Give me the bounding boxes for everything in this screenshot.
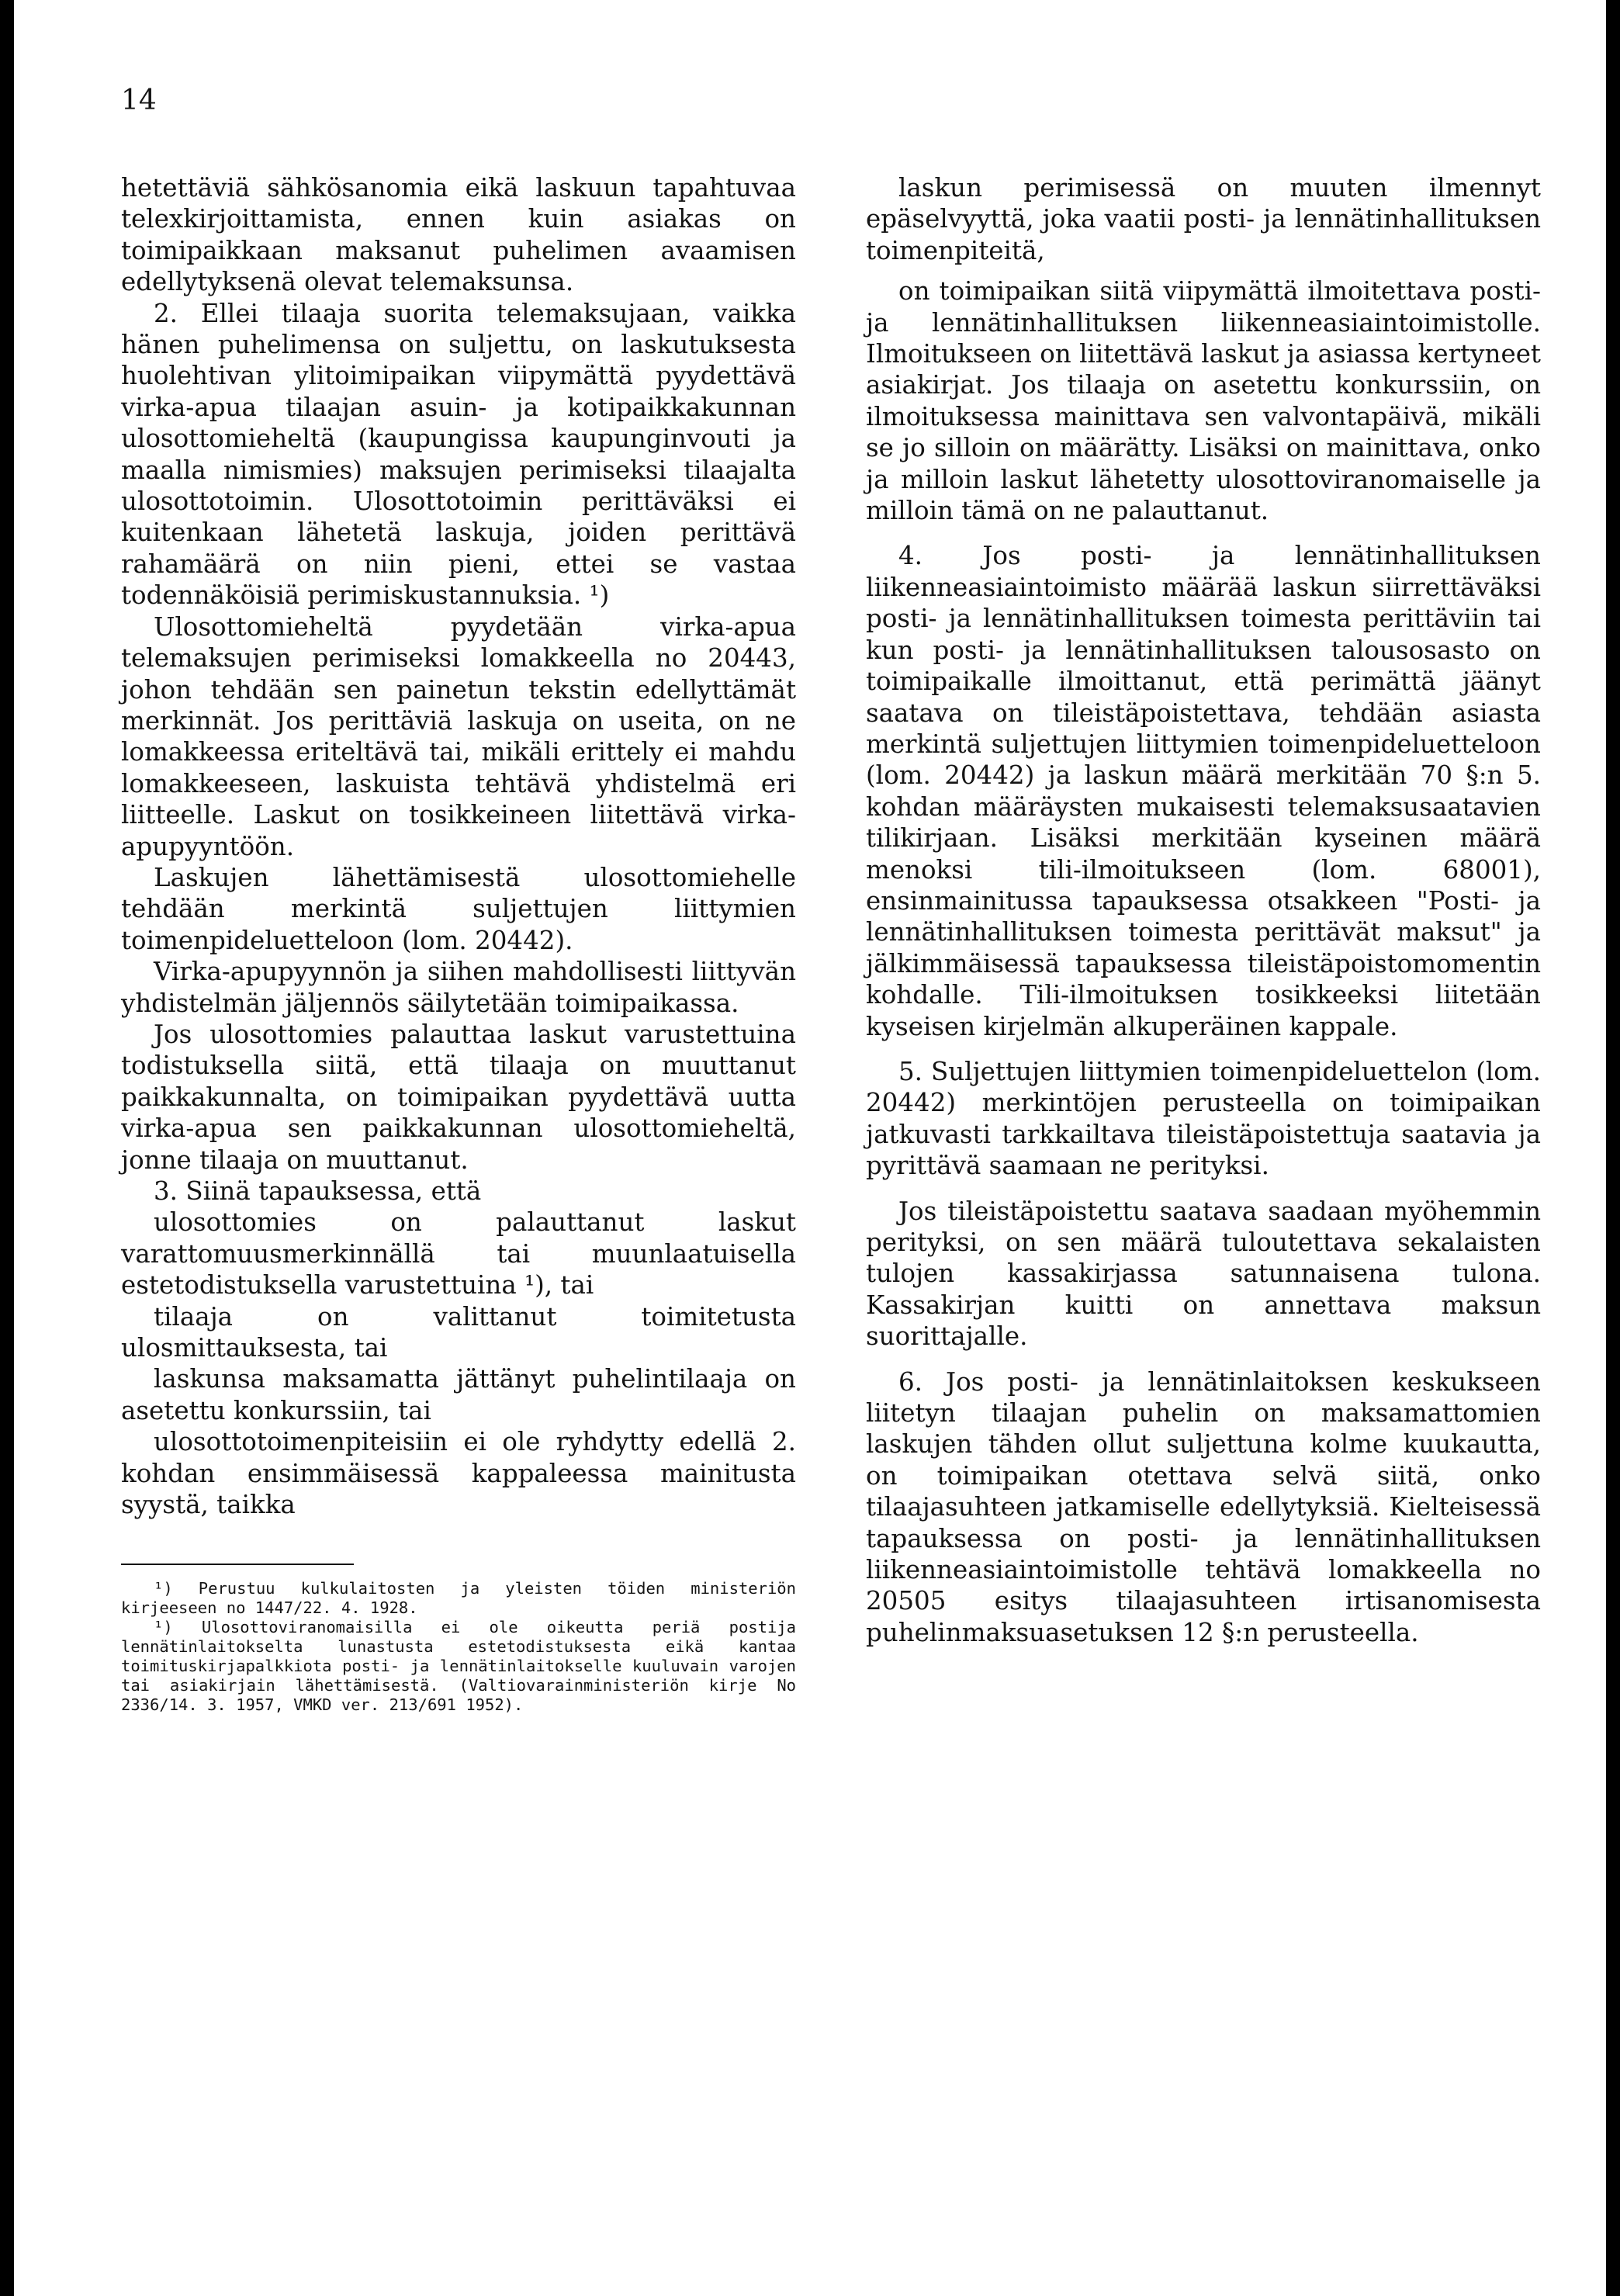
- right-column-paragraph: Jos tileistäpoistettu saatava saadaan myöhemmin perityksi, on sen määrä tuloutettava sekalaisten tulojen kassakirjassa satunnaisena tulona. Kassakirjan kuitti on annettava maksun suorittajalle.: [866, 1196, 1541, 1352]
- footnote: ¹) Ulosottoviranomaisilla ei ole oikeutta periä postija lennätinlaitokselta lunastusta estetodistuksesta eikä kantaa toimituskirjapalkkiota posti- ja lennätinlaitokselle kuuluvain varojen tai asiakirjain lähettämisestä. (Valtiovarainministeriön kirje No 2336/14. 3. 1957, VMKD ver. 213/691 1952).: [121, 1618, 796, 1715]
- left-column-paragraph: Virka-apupyynnön ja siihen mahdollisesti liittyvän yhdistelmän jäljennös säilytetään toimipaikassa.: [121, 957, 796, 1018]
- right-column-text: [866, 172, 1541, 1648]
- left-column-paragraph: hetettäviä sähkösanomia eikä laskuun tapahtuvaa telexkirjoittamista, ennen kuin asiakas on toimipaikkaan maksanut puhelimen avaamisen edellytyksenä olevat telemaksunsa.: [121, 173, 796, 297]
- left-column-paragraph: Ulosottomieheltä pyydetään virka-apua telemaksujen perimiseksi lomakkeella no 20443, johon tehdään sen painetun tekstin edellyttämät merkinnät. Jos perittäviä laskuja on useita, on ne lomakkeessa eriteltävä tai, mikäli erittely ei mahdu lomakkeeseen, laskuista tehtävä yhdistelmä eri liitteelle. Laskut on tosikkeineen liitettävä virka-apupyyntöön.: [121, 611, 796, 861]
- left-column-paragraph: tilaaja on valittanut toimitetusta ulosmittauksesta, tai: [121, 1301, 796, 1363]
- right-column-paragraph: 6. Jos posti- ja lennätinlaitoksen keskukseen liitetyn tilaajan puhelin on maksamattomien laskujen tähden ollut suljettuna kolme kuukautta, on toimipaikan otettava selvä siitä, onko tilaajasuhteen jatkamiselle edellytyksiä. Kielteisessä tapauksessa on posti- ja lennätinhallituksen liikenneasiaintoimistolle tehtävä lomakkeella no 20505 esitys tilaajasuhteen irtisanomisesta puhelinmaksuasetuksen 12 §:n perusteella.: [866, 1366, 1541, 1647]
- left-column: [121, 172, 796, 1715]
- right-column: [866, 172, 1541, 1648]
- document-page: [14, 0, 1606, 2296]
- footnote: ¹) Perustuu kulkulaitosten ja yleisten töiden ministeriön kirjeeseen no 1447/22. 4. 1928.: [121, 1579, 796, 1618]
- footnotes: [121, 1579, 796, 1715]
- left-column-paragraph: 2. Ellei tilaaja suorita telemaksujaan, vaikka hänen puhelimensa on suljettu, on laskutuksesta huolehtivan ylitoimipaikan viipymättä pyydettävä virka-apua tilaajan asuin- ja kotipaikkakunnan ulosottomieheltä (kaupungissa kaupunginvouti ja maalla nimismies) maksujen perimiseksi tilaajalta ulosottotoimin. Ulosottotoimin perittäväksi ei kuitenkaan lähetetä laskuja, joiden perittävä rahamäärä on niin pieni, ettei se vastaa todennäköisiä perimiskustannuksia. ¹): [121, 298, 796, 611]
- left-column-paragraph: Laskujen lähettämisestä ulosottomiehelle tehdään merkintä suljettujen liittymien toimenpideluetteloon (lom. 20442).: [121, 862, 796, 955]
- left-column-paragraph: ulosottotoimenpiteisiin ei ole ryhdytty edellä 2. kohdan ensimmäisessä kappaleessa mainitusta syystä, taikka: [121, 1427, 796, 1520]
- left-column-text: [121, 172, 796, 1520]
- left-column-paragraph: laskunsa maksamatta jättänyt puhelintilaaja on asetettu konkurssiin, tai: [121, 1364, 796, 1425]
- right-column-paragraph: on toimipaikan siitä viipymättä ilmoitettava posti- ja lennätinhallituksen liikenneasiaintoimistolle. Ilmoitukseen on liitettävä laskut ja asiassa kertyneet asiakirjat. Jos tilaaja on asetettu konkurssiin, on ilmoituksessa mainittava sen valvontapäivä, mikäli se jo silloin on määrätty. Lisäksi on mainittava, onko ja milloin laskut lähetetty ulosottoviranomaiselle ja milloin tämä on ne palauttanut.: [866, 276, 1541, 526]
- page-number: 14: [121, 85, 157, 116]
- right-column-paragraph: 5. Suljettujen liittymien toimenpideluettelon (lom. 20442) merkintöjen perusteella on toimipaikan jatkuvasti tarkkailtava tileistäpoistettuja saatavia ja pyrittävä saamaan ne perityksi.: [866, 1056, 1541, 1181]
- left-column-paragraph: Jos ulosottomies palauttaa laskut varustettuina todistuksella siitä, että tilaaja on muuttanut paikkakunnalta, on toimipaikan pyydettävä uutta virka-apua sen paikkakunnan ulosottomieheltä, jonne tilaaja on muuttanut.: [121, 1019, 796, 1175]
- footnote-separator: [121, 1564, 354, 1579]
- right-column-paragraph: 4. Jos posti- ja lennätinhallituksen liikenneasiaintoimisto määrää laskun siirrettäväksi posti- ja lennätinhallituksen toimesta perittäviin tai kun posti- ja lennätinhallituksen talousosasto on toimipaikalle ilmoittanut, että perimättä jäänyt saatava on tileistäpoistettava, tehdään asiasta merkintä suljettujen liittymien toimenpideluetteloon (lom. 20442) ja laskun määrä merkitään 70 §:n 5. kohdan määräysten mukaisesti telemaksusaatavien tilikirjaan. Lisäksi merkitään kyseinen määrä menoksi tili-ilmoitukseen (lom. 68001), ensinmainitussa tapauksessa otsakkeen "Posti- ja lennätinhallituksen toimesta perittävät maksut" ja jälkimmäisessä tapauksessa tileistäpoistomomentin kohdalle. Tili-ilmoituksen tosikkeeksi liitetään kyseisen kirjelmän alkuperäinen kappale.: [866, 541, 1541, 1041]
- right-column-paragraph: laskun perimisessä on muuten ilmennyt epäselvyyttä, joka vaatii posti- ja lennätinhallituksen toimenpiteitä,: [866, 173, 1541, 265]
- left-column-paragraph: 3. Siinä tapauksessa, että: [154, 1176, 482, 1206]
- left-column-paragraph: ulosottomies on palauttanut laskut varattomuusmerkinnällä tai muunlaatuisella estetodistuksella varustettuina ¹), tai: [121, 1207, 796, 1300]
